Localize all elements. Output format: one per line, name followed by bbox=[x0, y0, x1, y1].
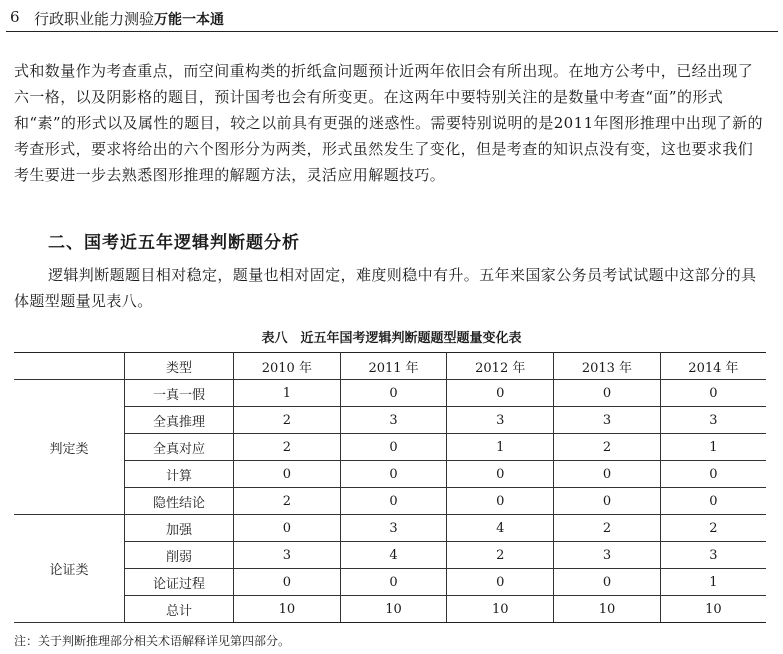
type-cell: 总计 bbox=[125, 596, 234, 623]
count-cell: 2 bbox=[234, 434, 341, 461]
group-label: 论证类 bbox=[14, 515, 125, 623]
count-cell: 0 bbox=[234, 461, 341, 488]
type-cell: 论证过程 bbox=[125, 569, 234, 596]
count-cell: 0 bbox=[340, 461, 447, 488]
count-cell: 1 bbox=[234, 380, 341, 407]
page-number: 6 bbox=[10, 8, 20, 26]
count-cell: 1 bbox=[660, 434, 766, 461]
header-year: 2014 年 bbox=[660, 353, 766, 380]
table-row bbox=[14, 461, 766, 488]
count-cell: 2 bbox=[234, 407, 341, 434]
page-header bbox=[6, 6, 778, 32]
header-year: 2012 年 bbox=[447, 353, 554, 380]
count-cell: 0 bbox=[447, 488, 554, 515]
header-year: 2013 年 bbox=[554, 353, 661, 380]
table-caption: 表八 近五年国考逻辑判断题题型题量变化表 bbox=[261, 331, 522, 346]
count-cell: 2 bbox=[554, 515, 661, 542]
paragraph-graphic-reasoning: 式和数量作为考查重点，而空间重构类的折纸盒问题预计近两年依旧会有所出现。在地方公考中，已经出现了六一格，以及阴影格的题目，预计国考也会有所变更。在这两年中要特别关注的是数量中考查“面”的形式和“素”的形式以及属性的题目，较之以前具有更强的迷惑性。需要特别说明的是2011年图形推理中出现了新的考查形式，要求将给出的六个图形分为两类，形式虽然发生了变化，但是考查的知识点没有变，这也要求我们考生要进一步去熟悉图形推理的解题方法，灵活应用解题技巧。 bbox=[14, 62, 763, 184]
book-title-text: 行政职业能力测验 bbox=[34, 10, 155, 28]
header-year: 2011 年 bbox=[340, 353, 447, 380]
count-cell: 10 bbox=[660, 596, 766, 623]
table-row bbox=[14, 434, 766, 461]
series-name: 万能一本通 bbox=[154, 12, 225, 28]
count-cell: 0 bbox=[234, 569, 341, 596]
count-cell: 2 bbox=[447, 542, 554, 569]
count-cell: 0 bbox=[660, 488, 766, 515]
header-year: 2010 年 bbox=[234, 353, 341, 380]
question-count-table bbox=[14, 352, 766, 623]
count-cell: 0 bbox=[554, 461, 661, 488]
type-cell: 全真对应 bbox=[125, 434, 234, 461]
count-cell: 2 bbox=[554, 434, 661, 461]
type-cell: 一真一假 bbox=[125, 380, 234, 407]
count-cell: 0 bbox=[447, 569, 554, 596]
table-row bbox=[14, 380, 766, 407]
count-cell: 3 bbox=[660, 542, 766, 569]
type-cell: 加强 bbox=[125, 515, 234, 542]
count-cell: 10 bbox=[234, 596, 341, 623]
count-cell: 3 bbox=[340, 515, 447, 542]
count-cell: 4 bbox=[447, 515, 554, 542]
header-rule bbox=[6, 31, 778, 32]
count-cell: 3 bbox=[447, 407, 554, 434]
type-cell: 计算 bbox=[125, 461, 234, 488]
table-note: 注：关于判断推理部分相关术语解释详见第四部分。 bbox=[14, 634, 291, 648]
group-label: 判定类 bbox=[14, 380, 125, 515]
count-cell: 1 bbox=[660, 569, 766, 596]
count-cell: 0 bbox=[554, 569, 661, 596]
count-cell: 3 bbox=[554, 542, 661, 569]
count-cell: 0 bbox=[340, 488, 447, 515]
count-cell: 0 bbox=[234, 515, 341, 542]
count-cell: 10 bbox=[340, 596, 447, 623]
count-cell: 0 bbox=[340, 434, 447, 461]
table-header-row bbox=[14, 353, 766, 380]
count-cell: 3 bbox=[660, 407, 766, 434]
count-cell: 3 bbox=[340, 407, 447, 434]
count-cell: 0 bbox=[660, 461, 766, 488]
table-row bbox=[14, 515, 766, 542]
table-row bbox=[14, 596, 766, 623]
table-row bbox=[14, 569, 766, 596]
count-cell: 10 bbox=[447, 596, 554, 623]
count-cell: 3 bbox=[554, 407, 661, 434]
type-cell: 削弱 bbox=[125, 542, 234, 569]
type-cell: 全真推理 bbox=[125, 407, 234, 434]
count-cell: 0 bbox=[554, 380, 661, 407]
header-type: 类型 bbox=[125, 353, 234, 380]
header-empty-cell bbox=[14, 353, 125, 380]
count-cell: 3 bbox=[234, 542, 341, 569]
section-heading: 二、国考近五年逻辑判断题分析 bbox=[48, 233, 300, 253]
table-row bbox=[14, 488, 766, 515]
count-cell: 10 bbox=[554, 596, 661, 623]
table-row bbox=[14, 542, 766, 569]
count-cell: 0 bbox=[660, 380, 766, 407]
table-row bbox=[14, 407, 766, 434]
count-cell: 0 bbox=[340, 569, 447, 596]
type-cell: 隐性结论 bbox=[125, 488, 234, 515]
book-title bbox=[34, 8, 224, 29]
count-cell: 4 bbox=[340, 542, 447, 569]
count-cell: 0 bbox=[554, 488, 661, 515]
count-cell: 1 bbox=[447, 434, 554, 461]
count-cell: 2 bbox=[660, 515, 766, 542]
count-cell: 2 bbox=[234, 488, 341, 515]
count-cell: 0 bbox=[447, 461, 554, 488]
count-cell: 0 bbox=[340, 380, 447, 407]
paragraph-logic-intro: 逻辑判断题题目相对稳定，题量也相对固定，难度则稳中有升。五年来国家公务员考试试题中这部分的具体题型题量见表八。 bbox=[14, 266, 757, 310]
count-cell: 0 bbox=[447, 380, 554, 407]
